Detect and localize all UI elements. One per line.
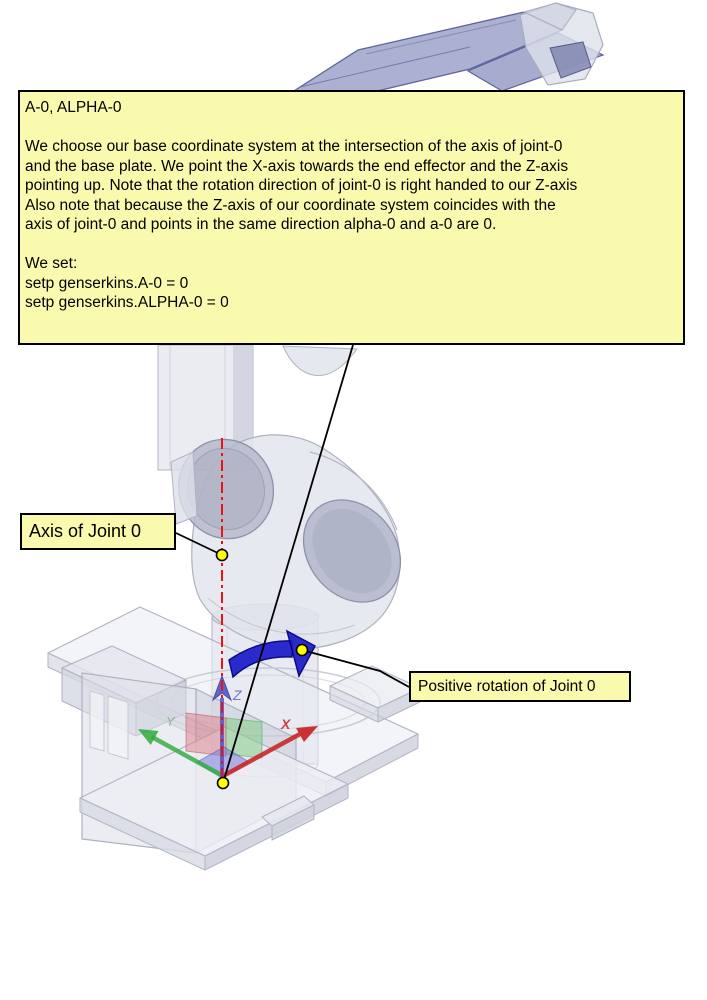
- callout-rotation-label: Positive rotation of Joint 0: [418, 677, 596, 695]
- info-line: [25, 235, 678, 255]
- info-box: [18, 90, 685, 345]
- z-axis-label: Z: [233, 687, 242, 703]
- axis-marker-dot: [217, 550, 228, 561]
- x-axis-label: X: [281, 716, 291, 732]
- midbox-inner-strip-1: [90, 691, 104, 751]
- info-line: We choose our base coordinate system at the intersection of the axis of joint-0: [25, 138, 563, 155]
- info-line: axis of joint-0 and points in the same direction alpha-0 and a-0 are 0.: [25, 216, 497, 233]
- callout-axis-of-joint-0: [20, 513, 176, 550]
- info-line: We set:: [25, 255, 78, 272]
- callout-axis-label: Axis of Joint 0: [29, 521, 142, 541]
- info-line: Also note that because the Z-axis of our coordinate system coincides with the: [25, 196, 556, 214]
- info-box-title: A-0, ALPHA-0: [25, 99, 122, 116]
- midbox-inner-strip-2: [108, 696, 128, 759]
- info-line: and the base plate. We point the X-axis towards the end effector and the Z-axis: [25, 157, 569, 175]
- y-axis-label: Y: [166, 714, 175, 729]
- origin-marker-dot: [218, 778, 229, 789]
- info-line: setp genserkins.A-0 = 0: [25, 274, 189, 292]
- info-line: pointing up. Note that the rotation direction of joint-0 is right handed to our Z-axis: [25, 177, 578, 194]
- info-line: setp genserkins.ALPHA-0 = 0: [25, 294, 229, 311]
- robot-upper-arm: [286, 3, 603, 97]
- rotation-marker-dot: [297, 645, 308, 656]
- callout-positive-rotation: [409, 671, 631, 702]
- info-line: [25, 118, 678, 138]
